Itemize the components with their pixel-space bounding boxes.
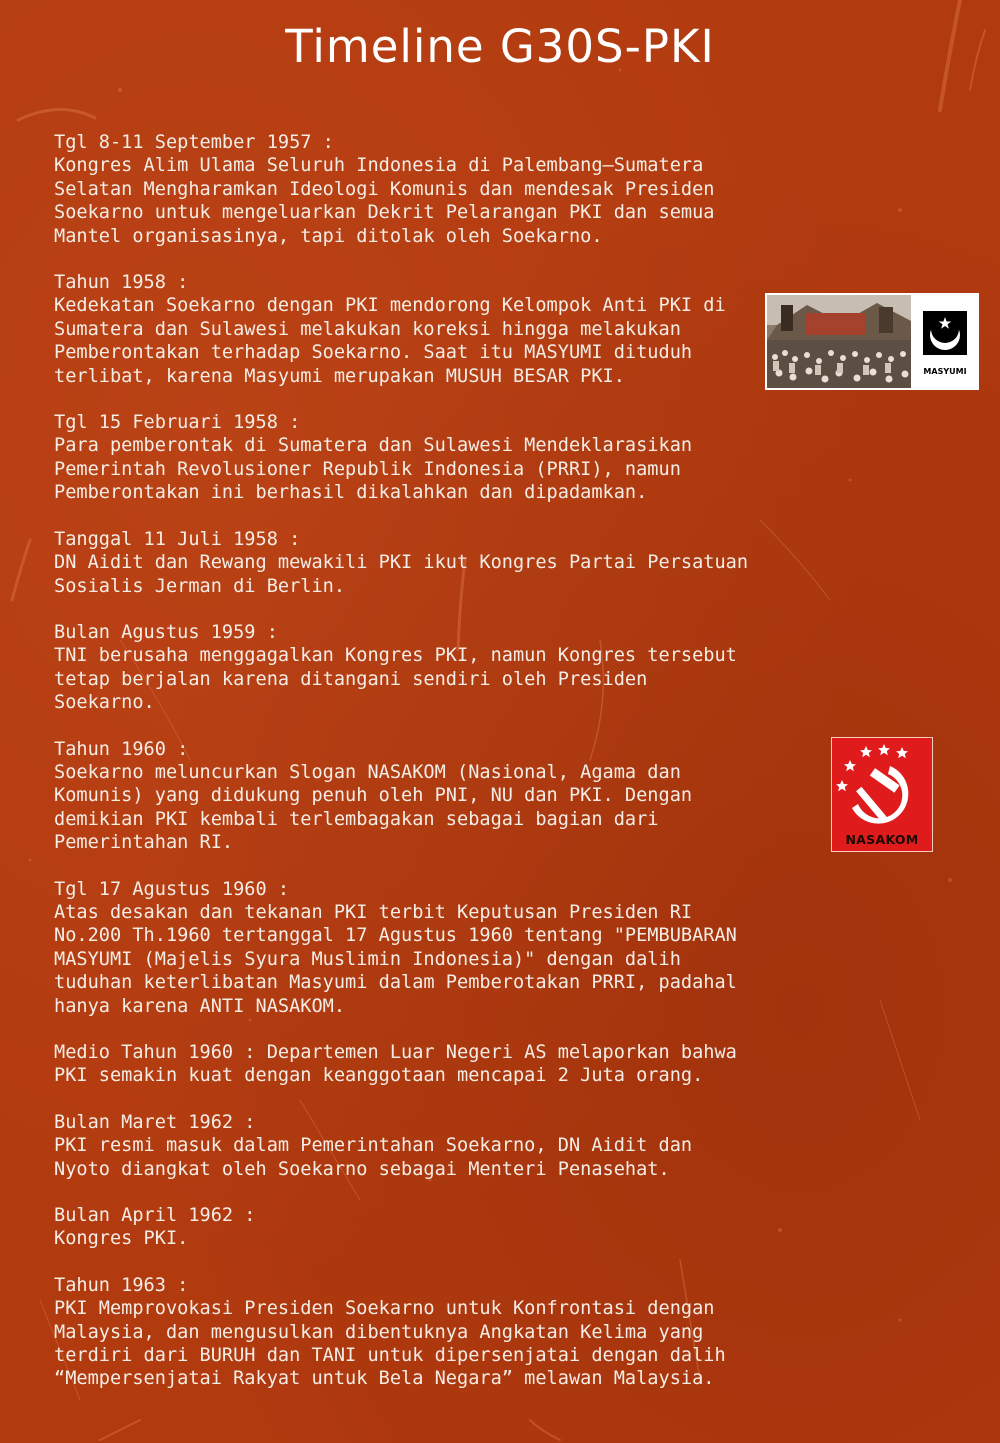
entry-heading: Bulan Maret 1962 : [54,1111,256,1133]
crescent-star-icon [913,295,977,365]
nasakom-label: NASAKOM [845,832,919,847]
masyumi-logo-label: MASYUMI [923,367,967,376]
entry-heading: Tgl 17 Agustus 1960 : [54,878,290,900]
timeline-entry [54,271,794,388]
timeline-entry [54,878,794,1018]
entry-body: DN Aidit dan Rewang mewakili PKI ikut Kongres Partai Persatuan Sosialis Jerman di Berlin. [54,552,749,597]
entry-heading: Tahun 1958 : [54,272,189,294]
entry-body: Kedekatan Soekarno dengan PKI mendorong Kelompok Anti PKI di Sumatera dan Sulawesi melakukan koreksi hingga melakukan Pemberontakan terhadap Soekarno. Saat itu MASYUMI dituduh terlibat, karena Masyumi merupakan MUSUH BESAR PKI. [54,295,726,387]
timeline-entry [54,1111,794,1181]
timeline-entry [54,411,794,505]
entry-body: TNI berusaha menggagalkan Kongres PKI, namun Kongres tersebut tetap berjalan karena ditangani sendiri oleh Presiden Soekarno. [54,645,737,714]
masyumi-photo [765,293,979,390]
entry-body: Para pemberontak di Sumatera dan Sulawesi Mendeklarasikan Pemerintah Revolusioner Republik Indonesia (PRRI), namun Pemberontakan ini berhasil dikalahkan dan dipadamkan. [54,435,693,504]
page-title: Timeline G30S-PKI [285,20,715,73]
timeline-entry [54,131,794,248]
timeline-entry [54,1204,794,1251]
entry-body: PKI Memprovokasi Presiden Soekarno untuk Konfrontasi dengan Malaysia, dan mengusulkan dibentuknya Angkatan Kelima yang terdiri dari BURUH dan TANI untuk dipersenjatai dengan dalih “Mempersenjatai Rakyat untuk Bela Negara” melawan Malaysia. [54,1298,726,1390]
entry-body: Kongres PKI. [54,1228,189,1250]
crowd-photo [767,295,911,388]
entry-heading: Bulan April 1962 : [54,1205,256,1227]
timeline-entry [54,528,794,598]
entry-heading: Tgl 8-11 September 1957 : [54,132,334,153]
timeline-entry [54,1041,794,1088]
entry-body: PKI resmi masuk dalam Pemerintahan Soekarno, DN Aidit dan Nyoto diangkat oleh Soekarno sebagai Menteri Penasehat. [54,1135,693,1180]
entry-body: Atas desakan dan tekanan PKI terbit Keputusan Presiden RI No.200 Th.1960 tertanggal 17 Agustus 1960 tentang "PEMBUBARAN MASYUMI (Majelis Syura Muslimin Indonesia)" dengan dalih tuduhan keterlibatan Masyumi dalam Pemberotakan PRRI, padahal hanya karena ANTI NASAKOM. [54,901,737,1017]
entry-body: Medio Tahun 1960 : Departemen Luar Negeri AS melaporkan bahwa PKI semakin kuat dengan keanggotaan mencapai 2 Juta orang. [54,1042,737,1087]
entry-heading: Tahun 1963 : [54,1274,189,1296]
entry-heading: Tgl 15 Februari 1958 : [54,412,301,434]
entry-heading: Tanggal 11 Juli 1958 : [54,528,301,550]
entry-heading: Tahun 1960 : [54,738,189,760]
timeline-entry [54,621,794,715]
timeline-list [54,131,794,1414]
hammer-sickle-stars-icon [832,738,932,833]
entry-body: Soekarno meluncurkan Slogan NASAKOM (Nasional, Agama dan Komunis) yang didukung penuh oleh PNI, NU dan PKI. Dengan demikian PKI kembali terlembagakan sebagai bagian dari Pemerintahan RI. [54,761,693,854]
timeline-entry [54,1274,794,1391]
entry-body: Kongres Alim Ulama Seluruh Indonesia di Palembang–Sumatera Selatan Mengharamkan Ideologi Komunis dan mendesak Presiden Soekarno untuk mengeluarkan Dekrit Pelarangan PKI dan semua Mantel organisasinya, tapi ditolak oleh Soekarno. [54,155,715,247]
timeline-entry [54,738,794,855]
nasakom-emblem [831,737,933,852]
masyumi-logo [913,295,977,388]
entry-heading: Bulan Agustus 1959 : [54,621,278,643]
